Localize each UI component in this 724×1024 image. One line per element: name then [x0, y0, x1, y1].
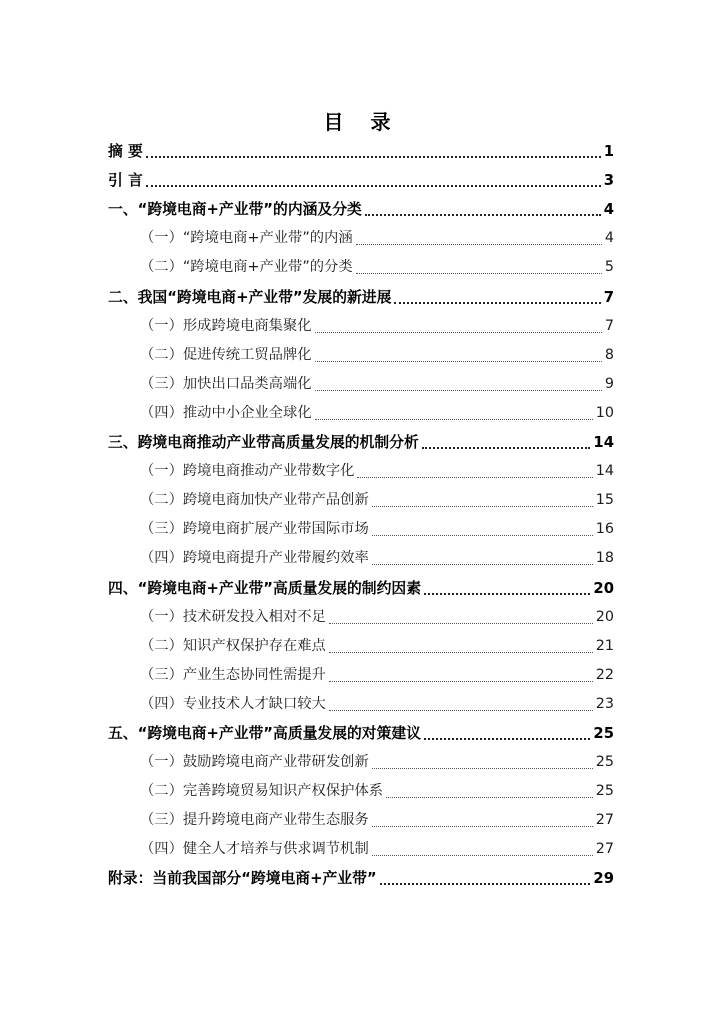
toc-entry-label: （三）提升跨境电商产业带生态服务 [140, 812, 369, 829]
toc-page-number: 4 [603, 201, 614, 219]
dot-leader [424, 592, 590, 595]
dot-leader [329, 680, 593, 682]
toc-chapter-entry[interactable] [108, 573, 614, 602]
toc-entry-label: 引 言 [108, 172, 143, 190]
toc-entry-label: （二）完善跨境贸易知识产权保护体系 [140, 783, 384, 800]
toc-entry-label: （一）跨境电商推动产业带数字化 [140, 463, 355, 480]
toc-section-entry[interactable] [108, 806, 614, 835]
toc-page-number: 25 [595, 754, 614, 771]
toc-section-entry[interactable] [108, 661, 614, 690]
toc-page-number: 8 [604, 346, 614, 363]
toc-section-entry[interactable] [108, 224, 614, 253]
table-of-contents [108, 137, 614, 893]
toc-entry-label: 三、跨境电商推动产业带高质量发展的机制分析 [108, 434, 419, 452]
toc-chapter-entry[interactable] [108, 719, 614, 748]
dot-leader [329, 651, 593, 653]
dot-leader [356, 272, 602, 274]
toc-chapter-entry[interactable] [108, 428, 614, 457]
toc-entry-label: （四）推动中小企业全球化 [140, 404, 312, 421]
toc-section-entry[interactable] [108, 690, 614, 719]
dot-leader [372, 505, 593, 507]
toc-page-number: 27 [595, 812, 614, 829]
toc-chapter-entry[interactable] [108, 282, 614, 311]
toc-entry-label: 附录：当前我国部分“跨境电商+产业带” [108, 870, 377, 888]
dot-leader [372, 563, 593, 565]
dot-leader [356, 243, 602, 245]
toc-entry-label: 二、我国“跨境电商+产业带”发展的新进展 [108, 288, 392, 306]
toc-title: 目 录 [323, 110, 401, 134]
toc-section-entry[interactable] [108, 341, 614, 370]
toc-page-number: 16 [595, 521, 614, 538]
toc-page-number: 25 [593, 724, 614, 742]
dot-leader [329, 622, 593, 624]
toc-section-entry[interactable] [108, 777, 614, 806]
toc-entry-label: （三）产业生态协同性需提升 [140, 666, 326, 683]
toc-page-number: 22 [595, 666, 614, 683]
toc-entry-label: 五、“跨境电商+产业带”高质量发展的对策建议 [108, 724, 421, 742]
toc-page-number: 3 [603, 172, 614, 190]
toc-entry-label: （二）知识产权保护存在难点 [140, 637, 326, 654]
dot-leader [386, 796, 593, 798]
toc-entry-label: （二）促进传统工贸品牌化 [140, 346, 312, 363]
toc-entry-label: （三）跨境电商扩展产业带国际市场 [140, 521, 369, 538]
dot-leader [315, 360, 602, 362]
toc-section-entry[interactable] [108, 603, 614, 632]
toc-entry-label: 四、“跨境电商+产业带”高质量发展的制约因素 [108, 579, 421, 597]
toc-page-number: 14 [595, 463, 614, 480]
toc-entry-label: （二）跨境电商加快产业带产品创新 [140, 492, 369, 509]
toc-entry-label: （一）“跨境电商+产业带”的内涵 [140, 230, 353, 247]
toc-page-number: 15 [595, 492, 614, 509]
toc-page-number: 1 [603, 143, 614, 161]
dot-leader [372, 825, 593, 827]
dot-leader [329, 709, 593, 711]
dot-leader [315, 331, 602, 333]
toc-page-number: 14 [593, 434, 614, 452]
toc-section-entry[interactable] [108, 486, 614, 515]
toc-entry-label: 一、“跨境电商+产业带”的内涵及分类 [108, 201, 362, 219]
toc-page-number: 20 [595, 608, 614, 625]
toc-entry-label: 摘 要 [108, 143, 143, 161]
dot-leader [372, 534, 593, 536]
dot-leader [372, 854, 593, 856]
toc-section-entry[interactable] [108, 515, 614, 544]
toc-page-number: 18 [595, 550, 614, 567]
dot-leader [424, 737, 590, 740]
toc-chapter-entry[interactable] [108, 864, 614, 893]
toc-section-entry[interactable] [108, 544, 614, 573]
toc-page-number: 20 [593, 579, 614, 597]
toc-page-number: 4 [604, 230, 614, 247]
dot-leader [394, 301, 600, 304]
dot-leader [357, 476, 592, 478]
toc-chapter-entry[interactable] [108, 166, 614, 195]
toc-entry-label: （四）跨境电商提升产业带履约效率 [140, 550, 369, 567]
toc-page-number: 10 [595, 404, 614, 421]
toc-entry-label: （二）“跨境电商+产业带”的分类 [140, 259, 353, 276]
toc-page-number: 25 [595, 783, 614, 800]
dot-leader [365, 213, 601, 216]
toc-entry-label: （一）技术研发投入相对不足 [140, 608, 326, 625]
toc-page-number: 29 [593, 870, 614, 888]
dot-leader [315, 389, 602, 391]
dot-leader [146, 184, 601, 187]
toc-entry-label: （四）专业技术人才缺口较大 [140, 695, 326, 712]
toc-page-number: 21 [595, 637, 614, 654]
toc-section-entry[interactable] [108, 312, 614, 341]
toc-page-number: 7 [603, 288, 614, 306]
toc-entry-label: （三）加快出口品类高端化 [140, 375, 312, 392]
toc-entry-label: （一）鼓励跨境电商产业带研发创新 [140, 754, 369, 771]
dot-leader [422, 446, 591, 449]
toc-page-number: 9 [604, 375, 614, 392]
toc-section-entry[interactable] [108, 748, 614, 777]
toc-section-entry[interactable] [108, 457, 614, 486]
toc-page-number: 27 [595, 841, 614, 858]
toc-page-number: 5 [604, 259, 614, 276]
toc-chapter-entry[interactable] [108, 137, 614, 166]
toc-page-number: 23 [595, 695, 614, 712]
toc-entry-label: （一）形成跨境电商集聚化 [140, 317, 312, 334]
dot-leader [315, 418, 593, 420]
toc-page-number: 7 [604, 317, 614, 334]
toc-section-entry[interactable] [108, 370, 614, 399]
dot-leader [146, 155, 601, 158]
toc-section-entry[interactable] [108, 253, 614, 282]
toc-section-entry[interactable] [108, 835, 614, 864]
dot-leader [372, 767, 593, 769]
toc-section-entry[interactable] [108, 399, 614, 428]
toc-chapter-entry[interactable] [108, 195, 614, 224]
dot-leader [380, 882, 591, 885]
toc-section-entry[interactable] [108, 632, 614, 661]
toc-entry-label: （四）健全人才培养与供求调节机制 [140, 841, 369, 858]
